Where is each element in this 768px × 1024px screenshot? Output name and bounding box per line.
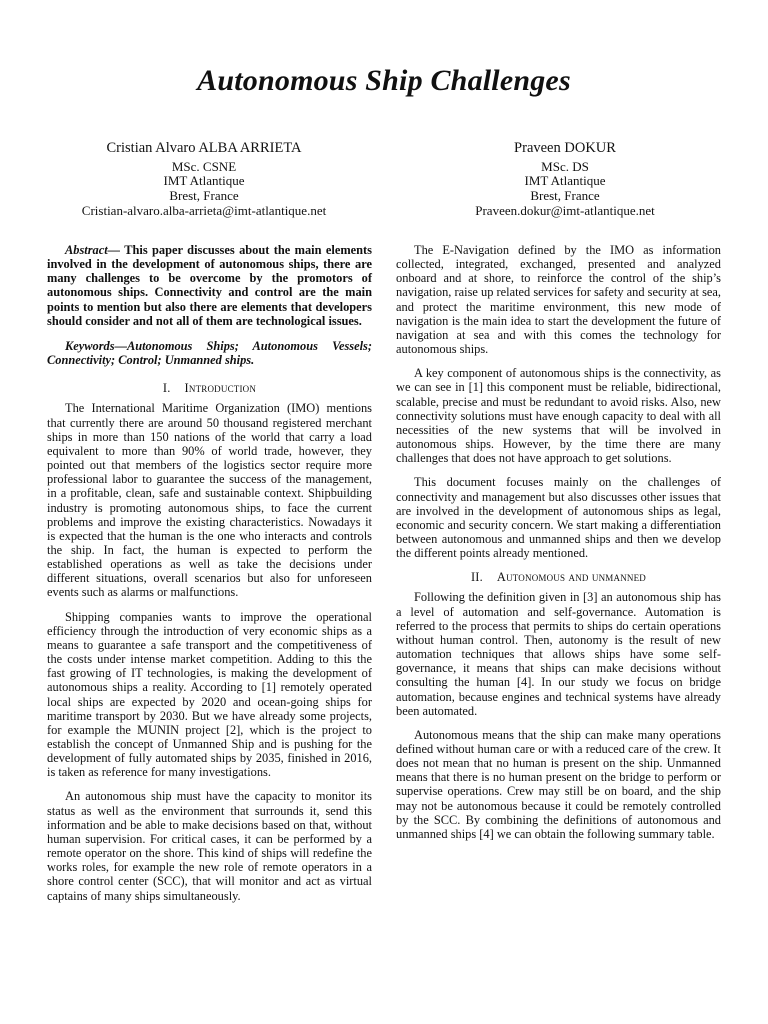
author-institution: IMT Atlantique bbox=[524, 173, 606, 189]
author-name: Praveen DOKUR bbox=[514, 140, 616, 156]
author-location: Brest, France bbox=[169, 188, 239, 204]
paper-title: Autonomous Ship Challenges bbox=[197, 64, 571, 97]
section-heading-introduction bbox=[47, 381, 372, 395]
body-paragraph-connectivity: A key component of autonomous ships is the connectivity, as we can see in [1] this component must be reliable, bidirectional, scalable, precise and must be redundant to avoid risks. Also, new connectivity solutions must have enough capacity to deal with all necessities of the new systems that will be involved in autonomous ships. However, by the time there are many challenges that does not have approach to get solutions. bbox=[396, 366, 721, 466]
author-block-2 bbox=[415, 141, 715, 219]
section2-paragraph-1: Following the definition given in [3] an autonomous ship has a level of automation and self-governance. Automation is referred to the process that permits to ships do certain operations without human control. Then, autonomy is the result of new automation techniques that allows ships have some self-governance, it means that ships can make decisions without consulting the human [4]. In our study we focus on bridge automation, because engines and technical systems have already been automated. bbox=[396, 590, 721, 718]
author-name: Cristian Alvaro ALBA ARRIETA bbox=[106, 140, 302, 156]
author-block-1 bbox=[54, 141, 354, 219]
author-email: Cristian-alvaro.alba-arrieta@imt-atlantique.net bbox=[81, 202, 327, 218]
right-column bbox=[396, 243, 721, 851]
section-title: Autonomous and unmanned bbox=[496, 570, 647, 585]
author-institution: IMT Atlantique bbox=[163, 173, 245, 189]
keywords: Keywords—Autonomous Ships; Autonomous Vessels; Connectivity; Control; Unmanned ships. bbox=[47, 338, 372, 368]
abstract bbox=[47, 243, 372, 328]
section-number: II. bbox=[470, 570, 483, 585]
section-heading-autonomous-unmanned bbox=[396, 570, 721, 584]
author-location: Brest, France bbox=[530, 188, 600, 204]
section-title: Introduction bbox=[184, 381, 257, 396]
author-email: Praveen.dokur@imt-atlantique.net bbox=[475, 202, 655, 218]
abstract-lead: Abstract— bbox=[65, 243, 121, 257]
intro-paragraph-2: Shipping companies wants to improve the operational efficiency through the introduction of very economic ships as a means to guarantee a safe transport and the competitiveness of the costs under intense market competition. Adding to this the fast growing of IT technologies, is making the development of autonomous ships a reality. According to [1] remotely operated local ships are expected by 2020 and ocean-going ships for maritime transport by 2030. But we have already some projects, for example the MUNIN project [2], which is the project to establish the concept of Unmanned Ship and is pushing for the development of fully automated ships by 2035, finished in 2016, is taken as reference for many investigations. bbox=[47, 609, 372, 780]
section2-paragraph-2: Autonomous means that the ship can make many operations defined without human care or with a reduced care of the crew. It does not mean that no human is present on the ship. Unmanned means that there is no human present on the bridge to perform or supervise operations. Crew may still be on board, and the ship may not be autonomous because it could be remotely controlled by the SCC. By combining the definitions of autonomous and unmanned ships [4] we can obtain the following summary table. bbox=[396, 727, 721, 841]
intro-paragraph-1: The International Maritime Organization (IMO) mentions that currently there are around 50 thousand registered merchant ships in more than 150 nations of the world that carry a load equivalent to more than 90% of world trade, however, they pointed out that members of the logistics sector require more professional labor to guarantee the success of the management, in a profitable, clean, safe and sustainable context. Shipbuilding industry is promoting autonomous ships, to face the current problems and improve the existing characteristics. Nowadays it is expected that the human is the one who interacts and controls the ship. In fact, the human is expected to perform the established operations as well as take the decisions under different situations, overall scenarios but also for unforeseen events such as alarms or malfunctions. bbox=[47, 401, 372, 600]
author-degree: MSc. CSNE bbox=[171, 158, 237, 174]
body-paragraph-document-focus: This document focuses mainly on the challenges of connectivity and management but also discusses other issues that are involved in the development of autonomous ships as legal, economic and security concern. We start making a differentiation between autonomous and unmanned ships and then we develop the different points already mentioned. bbox=[396, 475, 721, 561]
abstract-text: This paper discusses about the main elements involved in the development of autonomous ships, there are many challenges to be overcome by the promotors of autonomous ships. Connectivity and control are the main points to mention but also there are elements that developers should consider and not all of them are technological issues. bbox=[47, 243, 372, 328]
author-degree: MSc. DS bbox=[541, 158, 589, 174]
intro-paragraph-3: An autonomous ship must have the capacity to monitor its status as well as the environment that surrounds it, send this information and be able to make decisions based on that, without human supervision. For critical cases, it can be performed by a remote operator on the shore. This kind of ships will redefine the works roles, for example the new role of remote operators in a shore control center (SCC), that will monitor and act as virtual captains of many ships simultaneously. bbox=[47, 789, 372, 903]
left-column bbox=[47, 243, 372, 913]
section-number: I. bbox=[162, 381, 171, 396]
body-paragraph-enavigation: The E-Navigation defined by the IMO as information collected, integrated, exchanged, presented and analyzed onboard and at shore, to reinforce the control of the ship’s navigation, raise up related services for safety and security at sea, and protect the maritime environment, this new mode of navigation is the main idea to start the development the future of navigation at sea and with this comes the technology for autonomous ships. bbox=[396, 243, 721, 357]
